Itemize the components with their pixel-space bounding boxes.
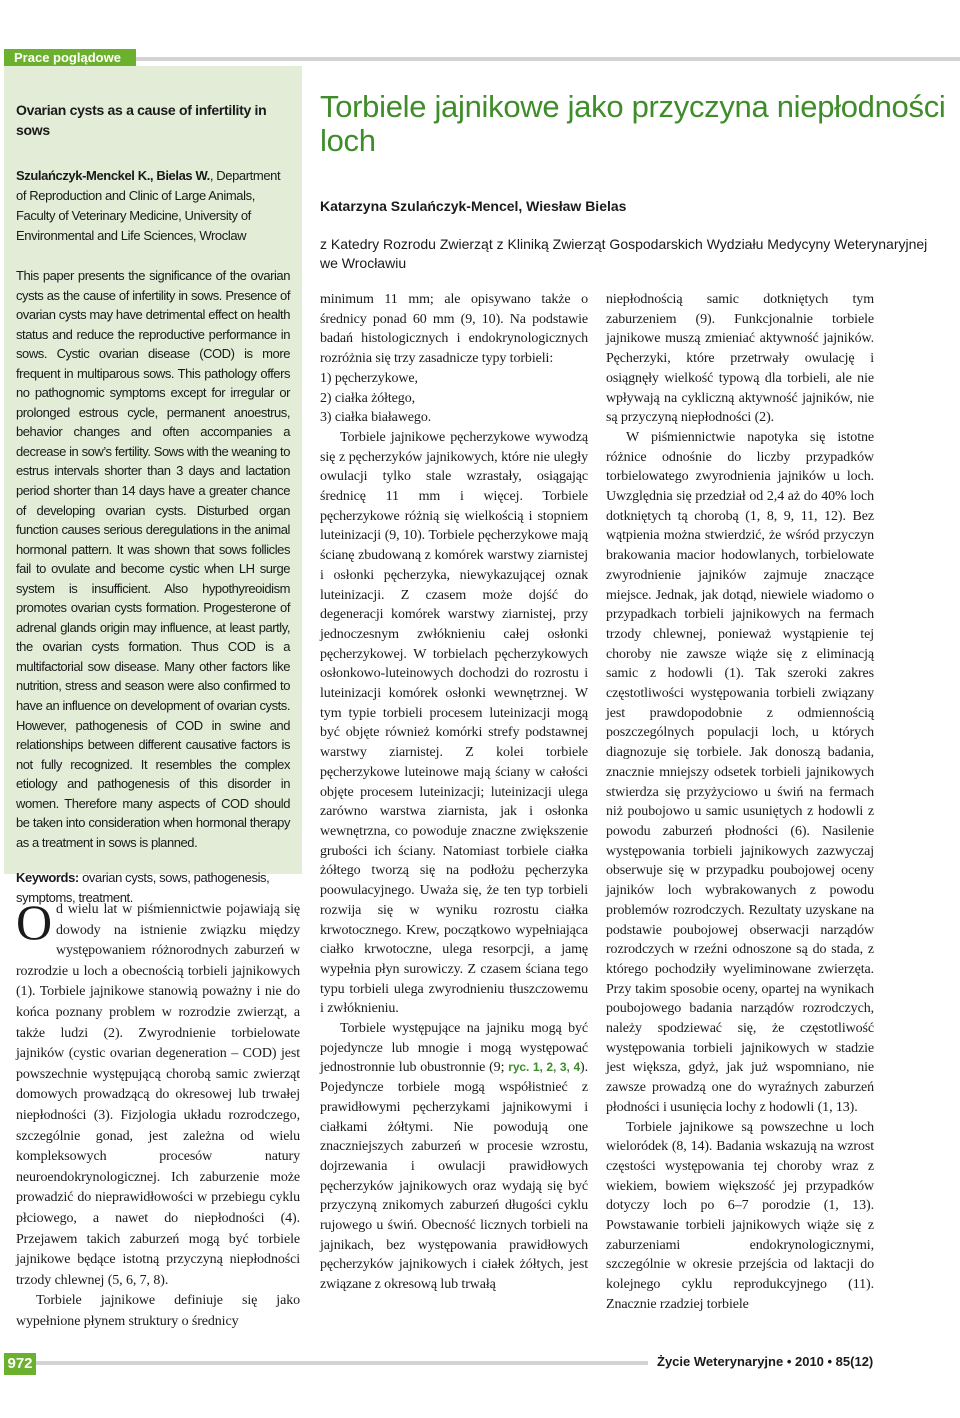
paragraph: Torbiele jajnikowe pęcherzykowe wywodzą się z pęcherzyków jajnikowych, które nie uległy owulacji tylko stale wzrastały, osiągając średnicę 11 mm i więcej. Torbiele pęcherzykowe różnią się wielkością i stopniem luteinizacji (9, 10). Torbiele pęcherzykowe mają ścianę zbudowaną z komórek warstwy ziarnistej i osłonki pęcherzyka, niewykazującej oznak luteinizacji. Z czasem może dojść do degeneracji komórek warstwy ziarnistej, przy jednoczesnym zwłóknieniu całej osłonki pęcherzykowej. W torbielach pęcherzykowych osłonkowo-luteinowych dochodzi do rozrostu i luteinizacji komórek osłonki wewnętrznej. W tym typie torbieli procesem luteinizacji mogą być objęte również komórki strefy podstawnej warstwy ziarnistej. Z kolei torbiele pęcherzykowe luteinowe mają ściany w całości objęte procesem luteinizacji; luteinizacji ulega zarówno warstwa ziarnista, jak i osłonka wewnętrzna, co powoduje znaczne zwiększenie grubości ich ściany. Natomiast torbiele ciałka żółtego tworzą się na podłożu pęcherzyka poowulacyjnego. Uważa się, że ten typ torbieli rozwija się w wyniku rozrostu ciałka krwotocznego. Krew, początkowo wypełniająca ciałko krwotoczne, ulega resorpcji, a jamę wypełnia płyn surowiczy. Z czasem ściana tego typu torbieli ulega zwyrodnieniu tłuszczowemu i zwłóknieniu.: [320, 429, 588, 1017]
abstract-affiliation: [16, 166, 290, 246]
footer-rule: [36, 1361, 648, 1365]
header-rule: [136, 57, 960, 61]
article-column-1: [16, 894, 300, 1332]
paragraph: [320, 1019, 588, 1295]
paragraph: W piśmiennictwie napotyka się istotne różnice odnośnie do liczby przypadków torbielowatego zwyrodnienia jajników u loch. Uwzględnia się przedział od 2,4 aż do 40% loch dotkniętych tą chorobą (1, 8, 9, 11, 12). Bez wątpienia można stwierdzić, że wśród przyczyn brakowania macior hodowlanych, torbielowate zwyrodnienie jajników zajmuje znaczące miejsce. Jednak, jak dotąd, niewiele wiadomo o przypadkach torbieli jajnikowych na fermach trzody chlewnej, ponieważ wystąpienie tej choroby nie zawsze wiąże się z eliminacją samic z hodowli (1). Tak szeroki zakres częstotliwości występowania torbieli związany jest prawdopodobnie z odmiennością poszczególnych populacji loch, u których diagnozuje się torbiele. Jak donoszą badania, znacznie mniejszy odsetek torbieli jajnikowych stwierdza się przyżyciowo u świń na fermach niż poubojowo u samic usuniętych z hodowli z powodu zaburzeń płodności (6). Nasilenie występowania torbieli jajnikowych zazwyczaj obserwuje się w przypadku poubojowej oceny jajników loch wybrakowanych z powodu problemów rozrodczych. Rezultaty uzyskane na podstawie poubojowej obserwacji narządów rozrodczych w rzeźni odnoszone są do stada, z którego pochodziły wyeliminowane zwierzęta. Przy takim sposobie oceny, opartej na wynikach poubojowego badania narządów rozrodczych, należy spodziewać się, że częstotliwość występowania torbieli jajnikowych w stadzie jest większa, gdyż, jak już wspomniano, nie zawsze prowadzą one do wyraźnych zaburzeń płodności i usunięcia lochy z hodowli (1, 13).: [606, 429, 874, 1115]
page-number: 972: [4, 1353, 36, 1375]
journal-footer: Życie Weterynaryjne • 2010 • 85(12): [657, 1354, 874, 1369]
paragraph-text: Torbiele występujące na jajniku mogą być pojedyncze lub mnogie i mogą występować jednostronnie lub obustronnie (9;: [320, 1021, 588, 1076]
intro-text: d wielu lat w piśmiennictwie pojawiają się dowody na istnienie związku między występowaniem różnorodnych zaburzeń w rozrodzie u loch a obecnością torbieli jajnikowych (1). Torbiele jajnikowe stanowią poważny i nie do końca poznany problem w rozrodzie zwierząt, a także ludzi (2). Zwyrodnienie torbielowate jajników (cystic ovarian degeneration – COD) jest powszechnie występującą chorobą samic zwierząt domowych prowadzącą do okresowej lub trwałej niepłodności (3). Fizjologia układu rozrodczego, szczególnie gonad, jest zależna od wielu kompleksowych procesów natury neuroendokrynologicznej. Ich zaburzenie może prowadzić do nieprawidłowości w przebiegu cyklu płciowego, a nawet do niepłodności (4). Przejawem takich zaburzeń mogą być torbiele jajnikowe będące istotną przyczyną niepłodności trzody chlewnej (5, 6, 7, 8).: [16, 902, 300, 1288]
section-tag: Prace poglądowe: [4, 49, 136, 67]
abstract-authors: Szulańczyk-Menckel K., Bielas W.: [16, 168, 210, 183]
drop-cap: O: [16, 894, 53, 950]
keywords-text: ovarian cysts, sows, pathogenesis, symptoms, treatment.: [16, 870, 270, 906]
article-title: Torbiele jajnikowe jako przyczyna niepłodności loch: [320, 89, 946, 158]
list-item: 3) ciałka białawego.: [320, 410, 432, 426]
abstract-body: This paper presents the significance of the ovarian cysts as the cause of infertility in sows. Presence of ovarian cysts may have detrimental effect on health status and reduce the reproductive performance in sows. Cystic ovarian disease (COD) is more frequent in multiparous sows. This pathology offers no pathognomic symptoms except for irregular or prolonged estrous cycle, permanent anoestrus, behavior changes and often accompanies a decrease in sow’s fertility. Sows with the weaning to estrus intervals shorter than 3 days and lactation period shorter than 14 days have a greater chance of developing ovarian cysts. Disturbed organ function causes serious deregulations in the animal hormonal pattern. It was shown that sows follicles fail to ovulate and become cystic when LH surge system is insufficient. Also hypothyreoidism promotes ovarian cysts formation. Progesterone of adrenal glands origin may influence, at least partly, the ovarian cysts formation. Thus COD is a multifactorial sow disease. Many other factors like nutrition, stress and season were also confirmed to have an influence on development of ovarian cysts. However, pathogenesis of COD in swine and relationships between different causative factors is not fully recognized. It resembles the complex etiology and pathogenesis of this disorder in women. Therefore many aspects of COD should be taken into consideration when hormonal therapy as a treatment in sows is planned.: [16, 268, 290, 850]
paragraph: Torbiele jajnikowe są powszechne u loch wieloródek (8, 14). Badania wskazują na wzrost częstości występowania tej choroby wraz z wiekiem, bowiem większość jej przypadków dotyczy loch po 6–7 porodzie (1, 13). Powstawanie torbieli jajnikowych wiąże się z zaburzeniami endokrynologicznymi, szczególnie w okresie przejścia od laktacji do kolejnego cyklu reprodukcyjnego (11). Znacznie rzadziej torbiele: [606, 1119, 874, 1312]
list-item: 1) pęcherzykowe,: [320, 370, 418, 386]
paragraph: minimum 11 mm; ale opisywano także o średnicy ponad 60 mm (9, 10). Na podstawie badań histologicznych i endokrynologicznych rozróżnia się trzy zasadnicze typy torbieli:: [320, 292, 588, 367]
article-affiliation: z Katedry Rozrodu Zwierząt z Kliniką Zwierząt Gospodarskich Wydziału Medycyny Weterynaryjnej we Wrocławiu: [320, 236, 928, 271]
keywords-label: Keywords:: [16, 870, 79, 886]
article-column-2: [320, 290, 588, 1295]
figure-reference: ryc. 1, 2, 3, 4: [508, 1060, 581, 1075]
article-column-3: [606, 290, 874, 1315]
cyst-types-list: [320, 369, 588, 428]
paragraph: Torbiele jajnikowe definiuje się jako wypełnione płynem struktury o średnicy: [16, 1293, 300, 1329]
list-item: 2) ciałka żółtego,: [320, 390, 415, 406]
paragraph: niepłodnością samic dotkniętych tym zaburzeniem (9). Funkcjonalnie torbiele jajnikowe muszą zmieniać aktywność jajników. Pęcherzyki, które przetrwały owulację i osiągnęły wielkość typową dla torbieli, ale nie wpływają na cykliczną aktywność jajników, nie są przyczyną niepłodności (2).: [606, 292, 874, 426]
abstract-affiliation-text: , Department of Reproduction and Clinic of Large Animals, Faculty of Veterinary Medicine, University of Environmental and Life Sciences, Wroclaw: [16, 168, 281, 243]
intro-paragraph: [16, 894, 300, 1291]
paragraph-text: ). Pojedyncze torbiele mogą współistnieć z prawidłowymi pęcherzykami jajnikowymi i ciałkami żółtymi. Nie powodują one znaczniejszych zaburzeń w procesie wzrostu, dojrzewania i owulacji prawidłowych pęcherzyków jajnikowych oraz wydają się być przyczyną znikomych zaburzeń długości cyklu rujowego u świń. Obecność licznych torbieli na jajnikach, bez występowania prawidłowych pęcherzyków jajnikowych i ciałek żółtych, jest związane z okresową lub trwałą: [320, 1060, 588, 1293]
article-authors: Katarzyna Szulańczyk-Mencel, Wiesław Bielas: [320, 198, 627, 214]
abstract-title: Ovarian cysts as a cause of infertility in sows: [16, 102, 267, 138]
english-abstract-box: [4, 66, 302, 906]
